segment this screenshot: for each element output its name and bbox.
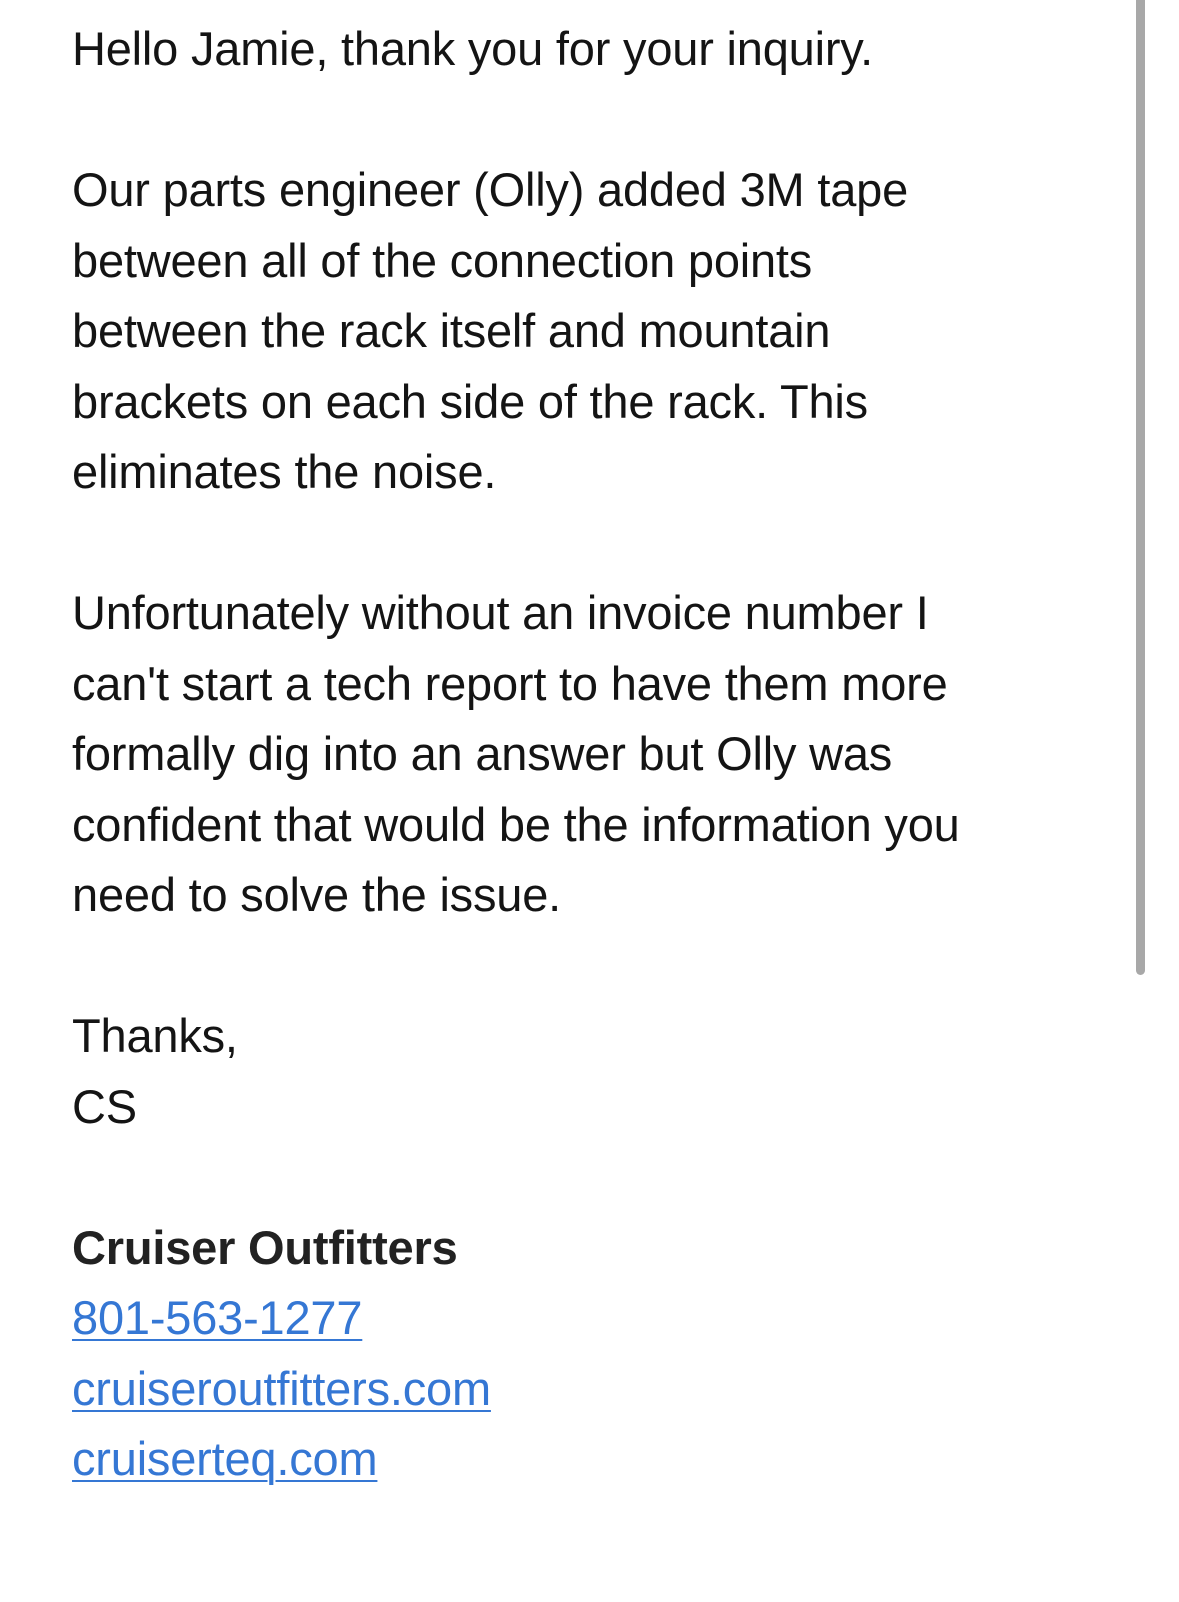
paragraph-line: formally dig into an answer but Olly was bbox=[72, 727, 893, 780]
sign-off bbox=[72, 1001, 1112, 1142]
company-name: Cruiser Outfitters bbox=[72, 1220, 458, 1274]
paragraph-line: between the rack itself and mountain bbox=[72, 304, 831, 357]
paragraph-invoice bbox=[72, 578, 1112, 931]
closing-text: Thanks, bbox=[72, 1009, 238, 1062]
greeting bbox=[72, 14, 1112, 85]
paragraph-line: confident that would be the information you bbox=[72, 797, 960, 851]
email-body bbox=[72, 14, 1112, 1495]
paragraph-line: Our parts engineer (Olly) added 3M tape bbox=[72, 163, 909, 216]
signature-block bbox=[72, 1213, 1112, 1495]
paragraph-line: need to solve the issue. bbox=[72, 868, 562, 921]
paragraph-line: between all of the connection points bbox=[72, 233, 813, 287]
paragraph-line: Unfortunately without an invoice number I bbox=[72, 586, 929, 639]
phone-link[interactable]: 801-563-1277 bbox=[72, 1291, 363, 1344]
website-link-cruiseroutfitters[interactable]: cruiseroutfitters.com bbox=[72, 1361, 491, 1415]
greeting-line: Hello Jamie, thank you for your inquiry. bbox=[72, 22, 873, 75]
sender-name: CS bbox=[72, 1079, 137, 1133]
paragraph-line: brackets on each side of the rack. This bbox=[72, 374, 868, 428]
website-link-cruiserteq[interactable]: cruiserteq.com bbox=[72, 1432, 378, 1485]
paragraph-tape-fix bbox=[72, 155, 1112, 508]
paragraph-line: eliminates the noise. bbox=[72, 445, 497, 498]
scrollbar-thumb[interactable] bbox=[1136, 0, 1145, 975]
paragraph-line: can't start a tech report to have them more bbox=[72, 656, 948, 710]
